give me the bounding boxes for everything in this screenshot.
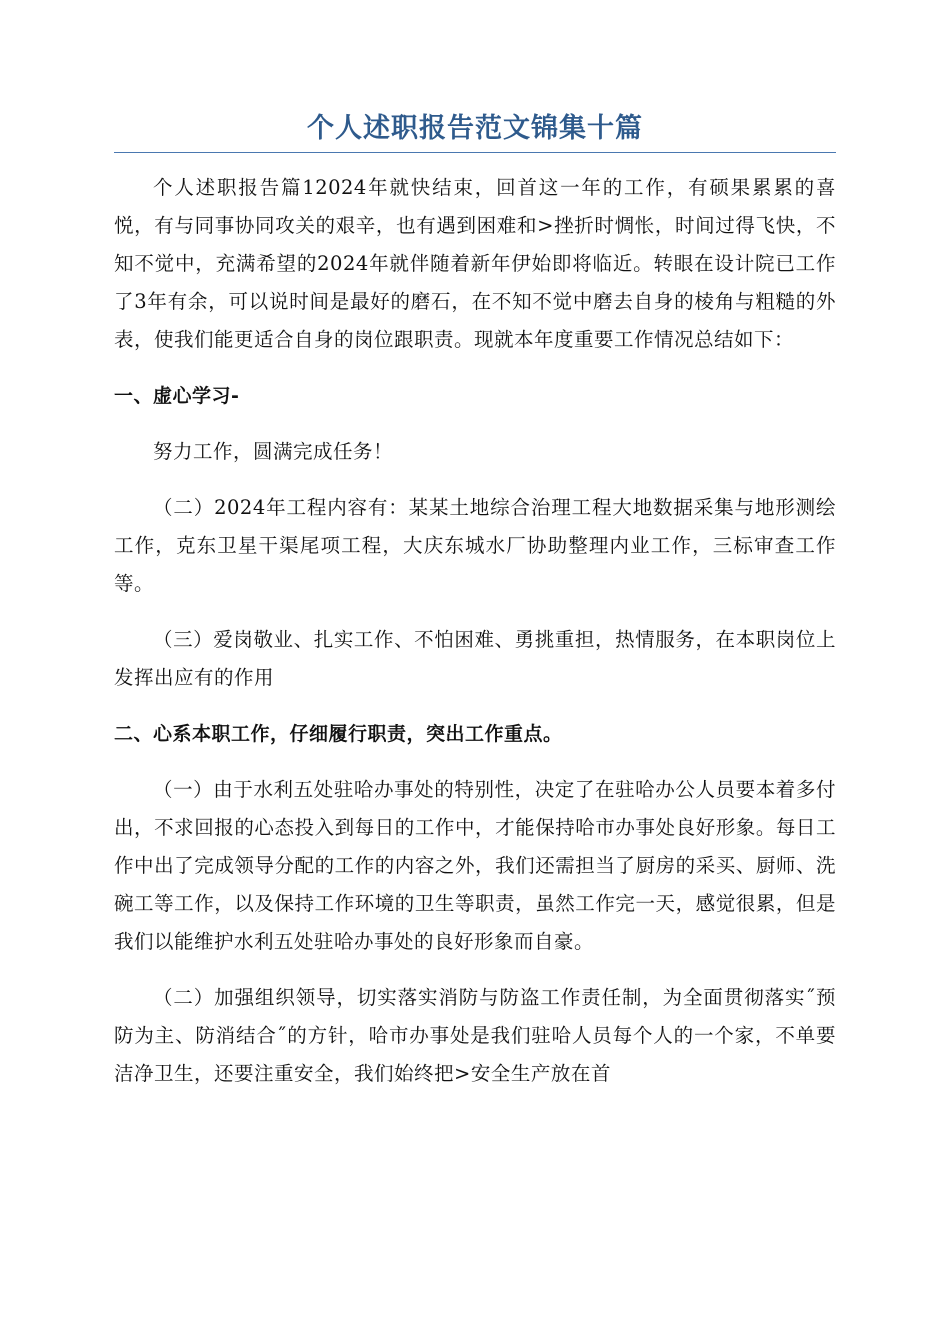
paragraph-3: （三）爱岗敬业、扎实工作、不怕困难、勇挑重担，热情服务，在本职岗位上发挥出应有的作用 <box>114 628 836 689</box>
paragraph-1: 努力工作，圆满完成任务！ <box>153 440 394 463</box>
title-underline <box>114 152 836 153</box>
section-heading-1: 一、虚心学习- <box>114 385 240 407</box>
document-page <box>114 112 836 1111</box>
paragraph-2: （二）2024年工程内容有：某某土地综合治理工程大地数据采集与地形测绘工作，克东卫星干渠尾项工程，大庆东城水厂协助整理内业工作，三标审查工作等。 <box>114 496 836 595</box>
paragraph-4: （一）由于水利五处驻哈办事处的特别性，决定了在驻哈办公人员要本着多付出，不求回报的心态投入到每日的工作中，才能保持哈市办事处良好形象。每日工作中出了完成领导分配的工作的内容之外，我们还需担当了厨房的采买、厨师、洗碗工等工作，以及保持工作环境的卫生等职责，虽然工作完一天，感觉很累，但是我们以能维护水利五处驻哈办事处的良好形象而自豪。 <box>114 778 836 953</box>
paragraph-intro: 个人述职报告篇12024年就快结束，回首这一年的工作，有硕果累累的喜悦，有与同事协同攻关的艰辛，也有遇到困难和>挫折时惆怅，时间过得飞快，不知不觉中，充满希望的2024年就伴随着新年伊始即将临近。转眼在设计院已工作了3年有余，可以说时间是最好的磨石，在不知不觉中磨去自身的棱角与粗糙的外表，使我们能更适合自身的岗位跟职责。现就本年度重要工作情况总结如下： <box>114 176 836 351</box>
paragraph-5: （二）加强组织领导，切实落实消防与防盗工作责任制，为全面贯彻落实˝预防为主、防消结合˝的方针，哈市办事处是我们驻哈人员每个人的一个家，不单要洁净卫生，还要注重安全，我们始终把>安全生产放在首 <box>114 986 836 1085</box>
document-title: 个人述职报告范文锦集十篇 <box>307 113 643 144</box>
section-heading-2: 二、心系本职工作，仔细履行职责，突出工作重点。 <box>114 723 563 745</box>
